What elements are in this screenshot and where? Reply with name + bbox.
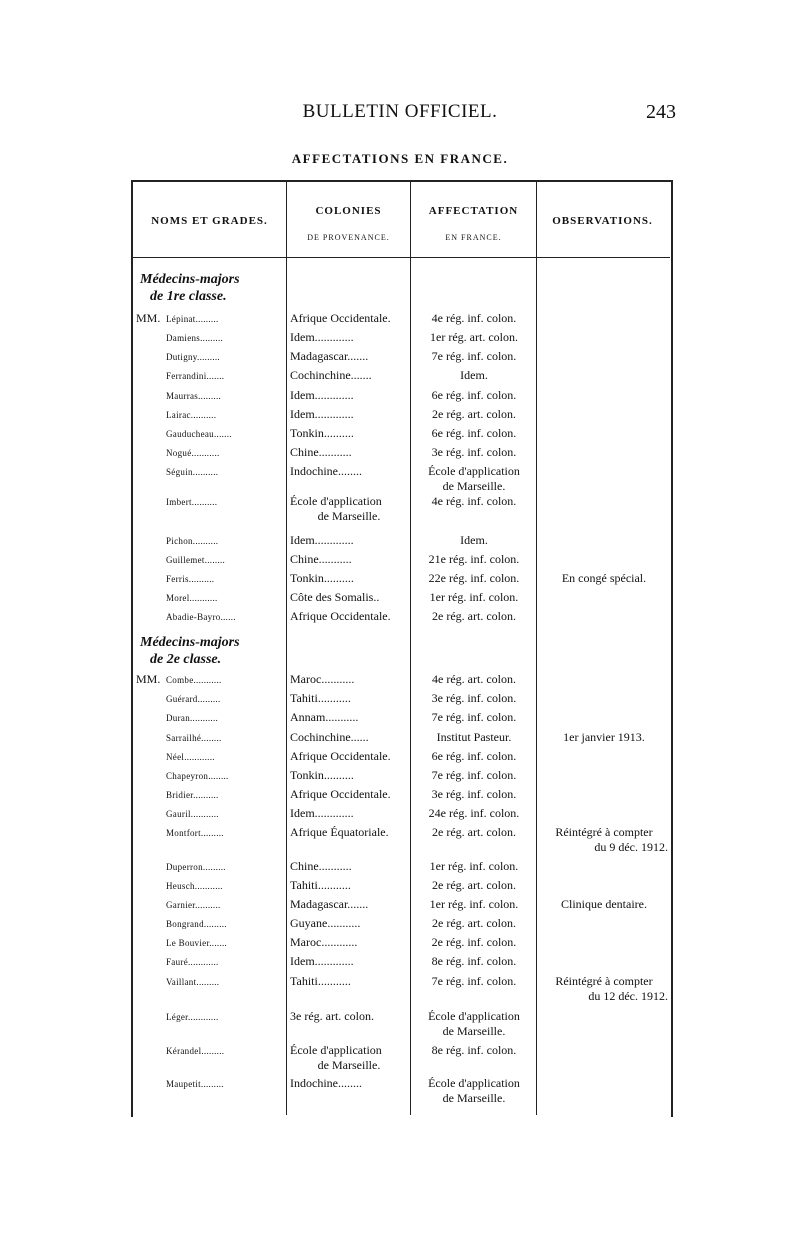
officer-name: Lépinat......... (166, 314, 219, 324)
column-subheader-affectation: EN FRANCE. (445, 233, 502, 242)
colony-line1: Chine........... (290, 445, 352, 459)
colony-line1: Afrique Équatoriale. (290, 825, 389, 839)
affectation-line1: École d'application (428, 1076, 520, 1090)
colony-line1: Tonkin.......... (290, 571, 354, 585)
colony-cell (290, 787, 408, 802)
running-head (0, 101, 800, 125)
affectation-line1: 3e rég. inf. colon. (431, 691, 517, 705)
observation-line1: En congé spécial. (561, 571, 647, 585)
table-title: AFFECTATIONS EN FRANCE. (291, 151, 509, 166)
colony-line1: École d'application (290, 1043, 382, 1057)
officer-name-cell (136, 672, 283, 688)
affectation-line1: École d'application (428, 464, 520, 478)
officer-name: Combe........... (166, 675, 222, 685)
colony-cell (290, 494, 408, 524)
affectation-line1: 2e rég. art. colon. (432, 916, 516, 930)
affectation-cell (414, 935, 534, 950)
affectation-line1: 3e rég. inf. colon. (431, 445, 517, 459)
officer-name: Léger............ (166, 1012, 219, 1022)
colony-cell (290, 349, 408, 364)
affectation-line2: de Marseille. (442, 479, 506, 493)
colony-cell (290, 859, 408, 874)
affectation-line1: Idem. (460, 368, 488, 382)
officer-name: Bridier.......... (166, 790, 219, 800)
affectation-cell (414, 710, 534, 725)
officer-name-cell (136, 691, 283, 707)
affectation-line1: 8e rég. inf. colon. (431, 954, 517, 968)
officer-name: Abadie-Bayro...... (166, 612, 236, 622)
section-heading-2e-classe: Médecins-majors de 2e classe. (140, 635, 240, 667)
observation-cell (540, 825, 668, 855)
officer-name: Ferrandini....... (166, 371, 225, 381)
affectation-line1: 4e rég. inf. colon. (431, 494, 517, 508)
colony-cell (290, 533, 408, 548)
officer-name-cell (136, 974, 283, 990)
table-row (0, 1076, 800, 1116)
affectation-line1: 6e rég. inf. colon. (431, 426, 517, 440)
officer-name: Lairac.......... (166, 410, 217, 420)
affectation-cell (414, 691, 534, 706)
colony-line1: Idem............. (290, 407, 354, 421)
affectation-cell (414, 349, 534, 364)
affectation-cell (414, 806, 534, 821)
colony-cell (290, 368, 408, 383)
colony-line1: Indochine........ (290, 464, 362, 478)
colony-line1: Idem............. (290, 330, 354, 344)
affectation-line1: 1er rég. inf. colon. (429, 859, 519, 873)
affectation-cell (414, 494, 534, 509)
colony-cell (290, 388, 408, 403)
observation-cell (540, 571, 668, 586)
officer-name: Maurras......... (166, 391, 222, 401)
affectation-line1: 7e rég. inf. colon. (431, 349, 517, 363)
officer-name: Kérandel......... (166, 1046, 225, 1056)
colony-cell (290, 749, 408, 764)
officer-name-cell (136, 878, 283, 894)
affectation-line1: 1er rég. art. colon. (430, 330, 518, 344)
colony-cell (290, 916, 408, 931)
officer-name-cell (136, 609, 283, 625)
affectation-line1: 4e rég. inf. colon. (431, 311, 517, 325)
colony-line1: Côte des Somalis.. (290, 590, 380, 604)
column-header-observations: OBSERVATIONS. (552, 215, 653, 227)
officer-name: Duran........... (166, 713, 219, 723)
affectation-cell (414, 590, 534, 605)
observation-cell (540, 730, 668, 745)
observation-line1: Réintégré à compter (555, 825, 653, 839)
observation-line1: Clinique dentaire. (561, 897, 647, 911)
colony-line1: Afrique Occidentale. (290, 749, 391, 763)
affectation-cell (414, 1076, 534, 1106)
colony-line1: Tonkin.......... (290, 426, 354, 440)
column-header-names: NOMS ET GRADES. (151, 215, 268, 227)
officer-name-cell (136, 825, 283, 841)
affectation-line1: Institut Pasteur. (436, 730, 512, 744)
affectation-cell (414, 1009, 534, 1039)
officer-name: Bongrand......... (166, 919, 227, 929)
officer-name-cell (136, 445, 283, 461)
colony-line1: Maroc........... (290, 672, 355, 686)
affectation-cell (414, 787, 534, 802)
observation-cell (540, 897, 668, 912)
officer-name-cell (136, 1076, 283, 1092)
affectation-line1: 2e rég. art. colon. (432, 825, 516, 839)
colony-line1: Tahiti........... (290, 878, 351, 892)
affectation-line1: 4e rég. art. colon. (432, 672, 516, 686)
affectation-line1: 7e rég. inf. colon. (431, 974, 517, 988)
affectation-cell (414, 916, 534, 931)
colony-line1: Idem............. (290, 806, 354, 820)
colony-cell (290, 897, 408, 912)
officer-name-cell (136, 552, 283, 568)
colony-line1: Cochinchine....... (290, 368, 372, 382)
affectation-line1: École d'application (428, 1009, 520, 1023)
officer-name-cell (136, 787, 283, 803)
affectation-line2: de Marseille. (442, 1091, 506, 1105)
officer-name-cell (136, 464, 283, 480)
officer-name-cell (136, 1009, 283, 1025)
colony-line1: Guyane........... (290, 916, 361, 930)
officer-name-cell (136, 749, 283, 765)
colony-cell (290, 609, 408, 624)
colony-line1: Cochinchine...... (290, 730, 369, 744)
colony-cell (290, 571, 408, 586)
officer-name-cell (136, 730, 283, 746)
officer-name: Heusch........... (166, 881, 223, 891)
officer-name-cell (136, 388, 283, 404)
officer-name-cell (136, 916, 283, 932)
officer-name-cell (136, 407, 283, 423)
colony-cell (290, 954, 408, 969)
affectation-cell (414, 954, 534, 969)
officer-name-cell (136, 426, 283, 442)
affectation-line1: 1er rég. inf. colon. (429, 590, 519, 604)
mm-prefix: MM. (136, 672, 161, 686)
observation-line1: 1er janvier 1913. (563, 730, 645, 744)
officer-name-cell (136, 806, 283, 822)
affectation-cell (414, 859, 534, 874)
journal-title: BULLETIN OFFICIEL. (302, 101, 498, 122)
affectation-line1: 2e rég. art. colon. (432, 609, 516, 623)
affectation-cell (414, 825, 534, 840)
affectation-line2: de Marseille. (442, 1024, 506, 1038)
colony-line1: Afrique Occidentale. (290, 311, 391, 325)
colony-cell (290, 825, 408, 840)
affectation-cell (414, 445, 534, 460)
affectation-cell (414, 407, 534, 422)
officer-name: Duperron......... (166, 862, 226, 872)
officer-name: Imbert.......... (166, 497, 218, 507)
colony-cell (290, 935, 408, 950)
officer-name-cell (136, 710, 283, 726)
colony-line1: Idem............. (290, 533, 354, 547)
officer-name: Nogué........... (166, 448, 220, 458)
affectation-cell (414, 878, 534, 893)
affectation-cell (414, 897, 534, 912)
colony-line1: Madagascar....... (290, 897, 369, 911)
colony-cell (290, 730, 408, 745)
officer-name: Montfort......... (166, 828, 224, 838)
colony-line1: Chine........... (290, 859, 352, 873)
affectation-cell (414, 749, 534, 764)
colony-cell (290, 1043, 408, 1073)
colony-line1: Afrique Occidentale. (290, 787, 391, 801)
affectation-cell (414, 388, 534, 403)
table-row (0, 974, 800, 1014)
affectation-cell (414, 609, 534, 624)
column-header-affectation: AFFECTATION (428, 205, 519, 217)
colony-line1: Indochine........ (290, 1076, 362, 1090)
colony-cell (290, 806, 408, 821)
colony-cell (290, 330, 408, 345)
colony-cell (290, 426, 408, 441)
affectation-line1: 7e rég. inf. colon. (431, 710, 517, 724)
section-heading-1re-classe: Médecins-majors de 1re classe. (140, 272, 240, 304)
officer-name: Chapeyron........ (166, 771, 229, 781)
affectation-cell (414, 974, 534, 989)
column-subheader-colonies: DE PROVENANCE. (307, 233, 390, 242)
colony-cell (290, 672, 408, 687)
colony-line1: Maroc............ (290, 935, 358, 949)
officer-name: Ferris.......... (166, 574, 215, 584)
officer-name-cell (136, 590, 283, 606)
officer-name: Maupetit......... (166, 1079, 224, 1089)
officer-name: Fauré............ (166, 957, 219, 967)
observation-line1: Réintégré à compter (555, 974, 653, 988)
affectation-cell (414, 426, 534, 441)
affectation-cell (414, 330, 534, 345)
officer-name-cell (136, 768, 283, 784)
affectation-line1: 2e rég. art. colon. (432, 407, 516, 421)
colony-line1: Chine........... (290, 552, 352, 566)
column-header-colonies: COLONIES (315, 205, 382, 217)
colony-line1: Afrique Occidentale. (290, 609, 391, 623)
colony-line1: École d'application (290, 494, 382, 508)
colony-line1: Idem............. (290, 954, 354, 968)
officer-name: Séguin.......... (166, 467, 219, 477)
affectation-line1: 2e rég. inf. colon. (431, 935, 517, 949)
colony-cell (290, 691, 408, 706)
affectation-cell (414, 768, 534, 783)
affectation-cell (414, 533, 534, 548)
officer-name-cell (136, 311, 283, 327)
affectation-cell (414, 672, 534, 687)
colony-line1: Tonkin.......... (290, 768, 354, 782)
officer-name: Dutigny......... (166, 352, 220, 362)
affectation-cell (414, 368, 534, 383)
colony-cell (290, 590, 408, 605)
colony-line1: Tahiti........... (290, 691, 351, 705)
mm-prefix: MM. (136, 311, 161, 325)
officer-name-cell (136, 330, 283, 346)
officer-name: Pichon.......... (166, 536, 219, 546)
observation-line2: du 9 déc. 1912. (594, 840, 668, 854)
colony-cell (290, 311, 408, 326)
affectation-line1: 8e rég. inf. colon. (431, 1043, 517, 1057)
affectation-cell (414, 730, 534, 745)
affectation-line1: 2e rég. art. colon. (432, 878, 516, 892)
officer-name-cell (136, 533, 283, 549)
colony-line1: Annam........... (290, 710, 359, 724)
affectation-line1: 7e rég. inf. colon. (431, 768, 517, 782)
colony-line1: Tahiti........... (290, 974, 351, 988)
officer-name-cell (136, 1043, 283, 1059)
officer-name: Néel............ (166, 752, 215, 762)
colony-line1: Idem............. (290, 388, 354, 402)
officer-name: Le Bouvier....... (166, 938, 228, 948)
colony-line1: Madagascar....... (290, 349, 369, 363)
colony-cell (290, 710, 408, 725)
officer-name: Gauducheau....... (166, 429, 232, 439)
colony-cell (290, 445, 408, 460)
officer-name-cell (136, 368, 283, 384)
colony-line2: de Marseille. (317, 509, 381, 523)
officer-name: Sarrailhé........ (166, 733, 222, 743)
officer-name-cell (136, 571, 283, 587)
officer-name: Morel........... (166, 593, 218, 603)
colony-cell (290, 768, 408, 783)
officer-name-cell (136, 954, 283, 970)
header-rule (133, 257, 670, 258)
officer-name-cell (136, 897, 283, 913)
colony-cell (290, 464, 408, 479)
colony-cell (290, 1076, 408, 1091)
affectation-line1: 1er rég. inf. colon. (429, 897, 519, 911)
observation-cell (540, 974, 668, 1004)
officer-name-cell (136, 349, 283, 365)
affectation-line1: 6e rég. inf. colon. (431, 388, 517, 402)
affectation-cell (414, 464, 534, 494)
officer-name-cell (136, 494, 283, 510)
affectation-cell (414, 311, 534, 326)
affectation-line1: 6e rég. inf. colon. (431, 749, 517, 763)
officer-name: Guillemet........ (166, 555, 226, 565)
affectation-cell (414, 571, 534, 586)
affectation-line1: 21e rég. inf. colon. (428, 552, 520, 566)
affectation-line1: 24e rég. inf. colon. (428, 806, 520, 820)
colony-cell (290, 1009, 408, 1024)
officer-name: Vaillant......... (166, 977, 220, 987)
observation-line2: du 12 déc. 1912. (588, 989, 668, 1003)
officer-name: Damiens......... (166, 333, 224, 343)
colony-cell (290, 974, 408, 989)
officer-name: Guérard......... (166, 694, 221, 704)
affectation-line1: Idem. (460, 533, 488, 547)
colony-line2: de Marseille. (317, 1058, 381, 1072)
officer-name-cell (136, 935, 283, 951)
page-number: 243 (646, 101, 676, 123)
colony-cell (290, 407, 408, 422)
affectation-line1: 3e rég. inf. colon. (431, 787, 517, 801)
table-row (0, 609, 800, 649)
affectation-line1: 22e rég. inf. colon. (428, 571, 520, 585)
officer-name: Gauril........... (166, 809, 219, 819)
officer-name-cell (136, 859, 283, 875)
officer-name: Garnier.......... (166, 900, 221, 910)
colony-line1: 3e rég. art. colon. (290, 1009, 374, 1023)
affectation-cell (414, 552, 534, 567)
colony-cell (290, 552, 408, 567)
table-row (0, 494, 800, 534)
colony-cell (290, 878, 408, 893)
affectation-cell (414, 1043, 534, 1058)
